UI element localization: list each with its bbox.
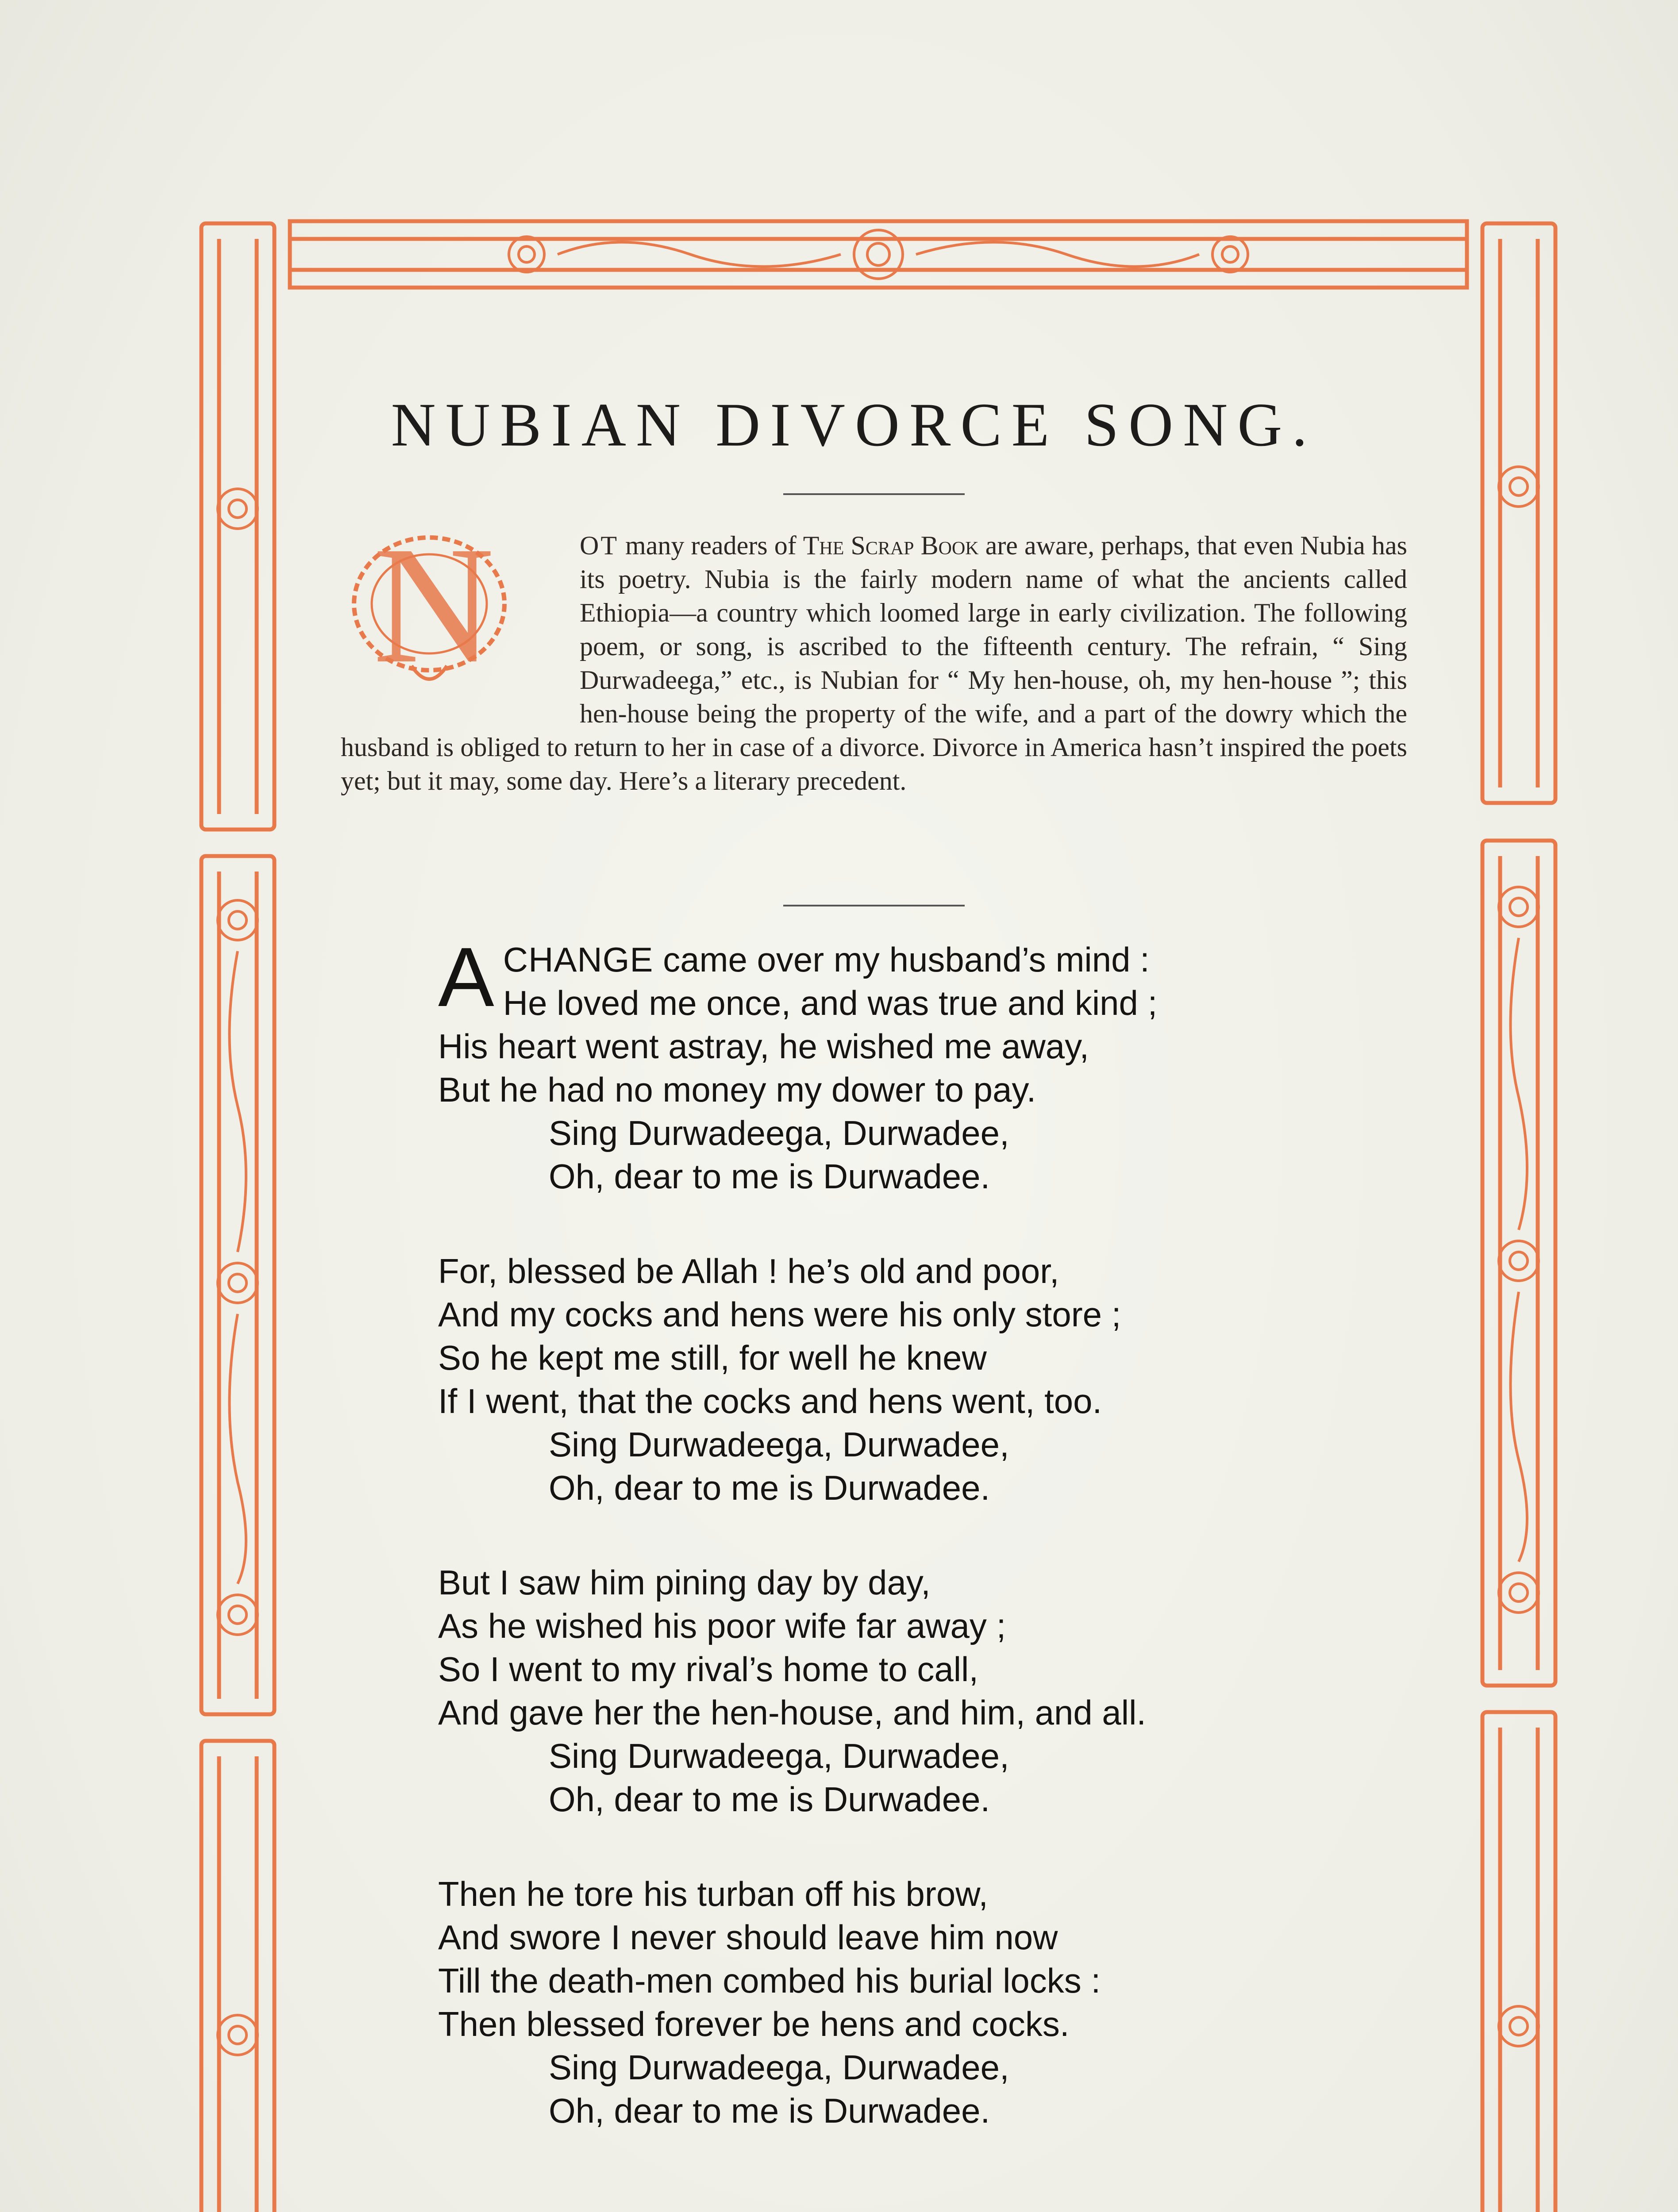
poem-line: For, blessed be Allah ! he’s old and poor, [438, 1252, 1059, 1290]
poem-line [438, 938, 1456, 981]
poem-line: Then he tore his turban off his brow, [438, 1874, 988, 1913]
refrain-line: Oh, dear to me is Durwadee. [549, 1468, 990, 1507]
intro-divider [783, 905, 965, 906]
page-title: NUBIAN DIVORCE SONG. [391, 391, 1317, 459]
stanza-1 [438, 930, 1456, 1198]
poem-line: His heart went astray, he wished me away, [438, 1027, 1089, 1066]
stanza-2 [438, 1249, 1456, 1509]
drop-cap-letter: N [373, 515, 495, 698]
poem-line: He loved me once, and was true and kind ; [503, 983, 1158, 1022]
title-divider [783, 493, 965, 495]
publication-name: The Scrap Book [803, 531, 979, 560]
poem-line: So I went to my rival’s home to call, [438, 1650, 979, 1689]
stanza-4 [438, 1872, 1456, 2132]
refrain-line: Oh, dear to me is Durwadee. [549, 1780, 990, 1819]
refrain-line: Sing Durwadeega, Durwadee, [549, 1425, 1009, 1464]
refrain-line: Oh, dear to me is Durwadee. [549, 2091, 990, 2130]
refrain-line: Sing Durwadeega, Durwadee, [549, 2048, 1009, 2087]
poem-line: And swore I never should leave him now [438, 1918, 1058, 1957]
poem-line: As he wished his poor wife far away ; [438, 1606, 1006, 1645]
poem-line: Then blessed forever be hens and cocks. [438, 2005, 1070, 2043]
intro-lead-in: many readers of [618, 531, 803, 560]
poem-line: And my cocks and hens were his only store ; [438, 1295, 1121, 1334]
poem-initial: A [438, 930, 494, 1024]
intro-first-word: OT [580, 531, 619, 560]
refrain-line: Sing Durwadeega, Durwadee, [549, 1114, 1009, 1152]
poem-line-text: came over my husband’s mind : [653, 940, 1150, 979]
poem-line: If I went, that the cocks and hens went, too. [438, 1382, 1102, 1421]
poem-first-word: CHANGE [503, 940, 654, 979]
poem-line: But I saw him pining day by day, [438, 1563, 931, 1602]
refrain-line: Sing Durwadeega, Durwadee, [549, 1736, 1009, 1775]
intro-paragraph [341, 529, 1407, 798]
poem-line: Till the death-men combed his burial locks : [438, 1961, 1101, 2000]
poem-line: So he kept me still, for well he knew [438, 1338, 987, 1377]
poem-line: But he had no money my dower to pay. [438, 1070, 1036, 1109]
refrain-line: Oh, dear to me is Durwadee. [549, 1157, 990, 1196]
poem-line: And gave her the hen-house, and him, and all. [438, 1693, 1147, 1732]
intro-body: are aware, perhaps, that even Nubia has its poetry. Nubia is the fairly modern name of what the ancients called Ethiopia—a country which loomed large in early civilization. The following poem, or song, is ascribed to the fifteenth century. The refrain, “ Sing Durwadeega,” etc., is Nubian for “ My hen-house, oh, my hen-house ”; this hen-house being the property of the wife, and a part of the dowry which the husband is obliged to return to her in case of a divorce. Divorce in America hasn’t inspired the poets yet; but it may, some day. Here’s a literary precedent. [341, 531, 1407, 795]
poem [438, 930, 1456, 2184]
stanza-3 [438, 1561, 1456, 1821]
